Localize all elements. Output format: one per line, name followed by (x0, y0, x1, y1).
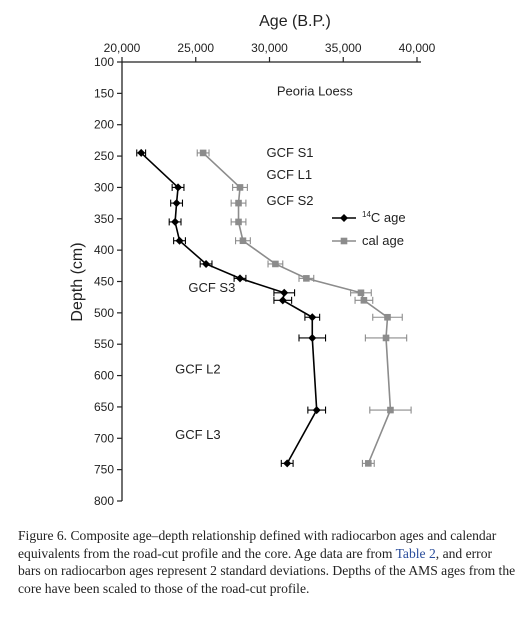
y-tick-label: 500 (93, 305, 114, 320)
data-point-square (235, 200, 242, 207)
caption-text-after-link: , and error bars on radiocarbon ages represent 2 standard deviations. Depths of the AMS ages from the core have been scaled to those of the road-cut profile. (18, 545, 516, 596)
data-point-square (303, 275, 310, 282)
data-point-square (383, 335, 390, 342)
y-tick-label: 150 (93, 86, 114, 101)
y-tick-label: 600 (93, 368, 114, 383)
unit-labels (175, 83, 353, 442)
y-tick-label: 400 (93, 243, 114, 258)
legend-marker-diamond (340, 214, 348, 222)
data-point-diamond (313, 406, 321, 414)
x-axis-ticks (104, 41, 436, 62)
data-point-square (361, 297, 368, 304)
table-2-link[interactable]: Table 2 (395, 545, 436, 561)
y-tick-label: 250 (93, 149, 114, 164)
legend-label: $^{14}$C age (362, 210, 406, 225)
data-point-square (358, 289, 365, 296)
unit-label: GCF L3 (175, 427, 221, 443)
x-tick-label: 35,000 (324, 41, 362, 55)
x-tick-label: 20,000 (103, 41, 141, 55)
data-point-square (200, 150, 207, 157)
data-point-square (240, 237, 247, 244)
unit-label: GCF S2 (266, 193, 314, 209)
unit-label: GCF S1 (266, 144, 314, 160)
data-point-square (235, 219, 242, 226)
unit-label: GCF L2 (175, 361, 221, 377)
figure-caption (18, 527, 518, 597)
data-point-diamond (280, 289, 288, 297)
y-axis-title: Depth (cm) (69, 242, 86, 322)
y-tick-label: 100 (93, 55, 114, 69)
unit-label: GCF S3 (188, 279, 236, 295)
data-point-diamond (236, 274, 244, 282)
x-tick-label: 30,000 (251, 41, 288, 55)
data-point-diamond (279, 296, 287, 304)
x-tick-label: 25,000 (177, 41, 215, 55)
y-tick-label: 550 (93, 337, 114, 352)
y-tick-label: 450 (93, 274, 114, 289)
data-point-square (365, 460, 372, 467)
legend (332, 210, 406, 248)
legend-marker-square (341, 238, 348, 245)
data-point-square (384, 314, 391, 321)
x-axis-title: Age (B.P.) (259, 13, 331, 30)
y-tick-label: 650 (93, 399, 114, 414)
data-point-diamond (171, 218, 179, 226)
y-tick-label: 800 (93, 494, 114, 508)
y-tick-label: 750 (93, 462, 114, 477)
data-point-diamond (308, 313, 316, 321)
y-axis-ticks (94, 55, 122, 508)
data-point-diamond (308, 334, 316, 342)
data-point-square (387, 407, 394, 414)
legend-label: cal age (362, 233, 404, 248)
x-tick-label: 40,000 (398, 41, 436, 55)
data-point-diamond (283, 459, 291, 467)
y-tick-label: 300 (93, 180, 114, 195)
data-point-diamond (173, 199, 181, 207)
unit-label: Peoria Loess (276, 83, 353, 99)
data-point-square (272, 261, 279, 268)
y-tick-label: 700 (93, 431, 114, 446)
caption-text-before-link: Figure 6. Composite age–depth relationship defined with radiocarbon ages and calendar equivalents from the road-cut profile and the core. Age data are from (18, 528, 497, 561)
y-tick-label: 200 (93, 117, 114, 132)
data-point-square (237, 184, 244, 191)
unit-label: GCF L1 (266, 166, 313, 182)
y-tick-label: 350 (93, 211, 114, 226)
